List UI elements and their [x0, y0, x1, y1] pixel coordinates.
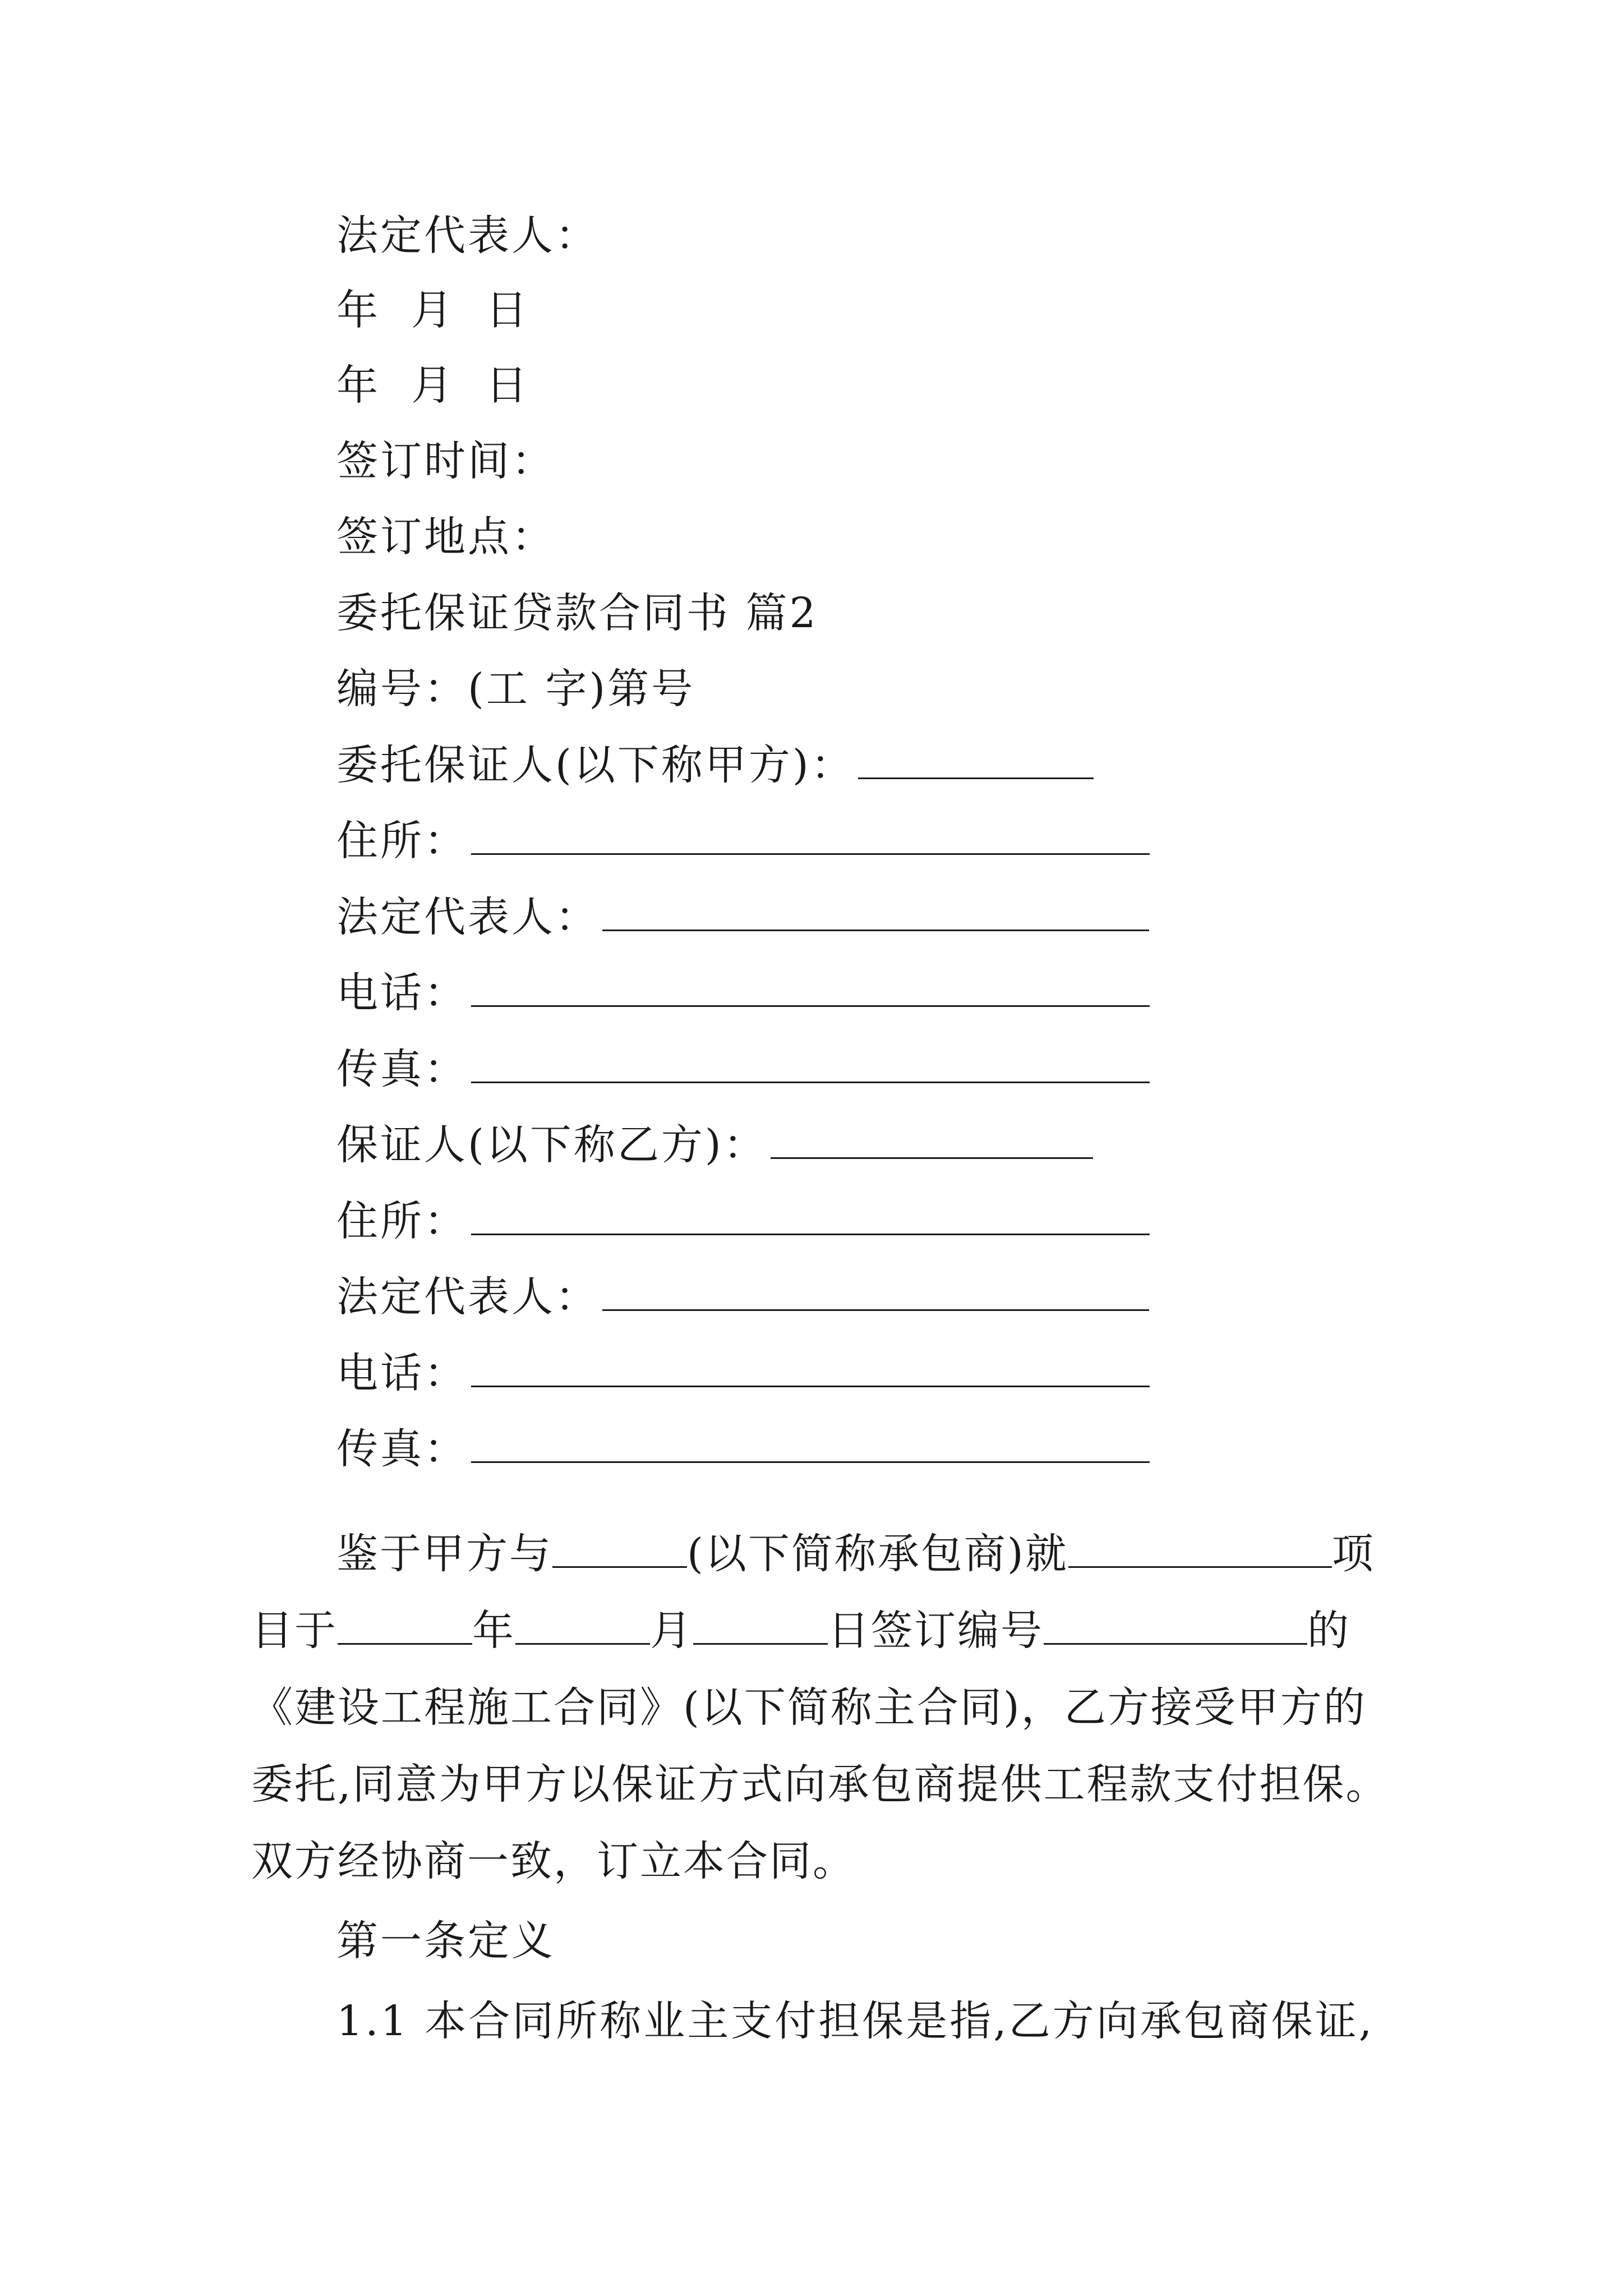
clause-text: 1.1 本合同所称业主支付担保是指,乙方向承包商保证,	[336, 1997, 1375, 2045]
label: 传真：	[336, 1045, 468, 1093]
label: 保证人(以下称乙方)：	[336, 1121, 767, 1169]
paragraph-row	[251, 1593, 1373, 1669]
paragraph-row	[251, 1516, 1373, 1593]
text: 委托,同意为甲方以保证方式向承包商提供工程款支付担保。	[251, 1760, 1389, 1809]
party-b-legal-rep-line	[336, 1269, 1149, 1325]
label: 法定代表人：	[336, 211, 599, 260]
fill-blank	[1068, 1529, 1332, 1568]
fill-blank	[602, 890, 1149, 931]
paragraph-row	[251, 1746, 1389, 1823]
text: (以下简称承包商)就	[687, 1530, 1068, 1578]
label: 委托保证人(以下称甲方)：	[336, 741, 855, 789]
fill-blank	[471, 814, 1150, 855]
party-b-fax-line	[336, 1421, 1150, 1477]
label: 传真：	[336, 1425, 468, 1473]
text: 年	[472, 1607, 515, 1655]
legal-representative-line	[336, 208, 599, 264]
label: 编号：(工 字)第号	[336, 665, 695, 713]
text: 目于	[251, 1607, 338, 1655]
label: 年 月 日	[336, 286, 530, 334]
fill-blank	[471, 966, 1150, 1007]
party-b-phone-line	[336, 1345, 1150, 1401]
party-a-fax-line	[336, 1041, 1150, 1097]
label: 法定代表人：	[336, 1273, 599, 1321]
text: 《建设工程施工合同》(以下简称主合同)，乙方接受甲方的	[251, 1683, 1367, 1732]
paragraph-row	[251, 1669, 1373, 1746]
party-a-legal-rep-line	[336, 889, 1149, 945]
fill-blank	[471, 1346, 1150, 1387]
party-a-address-line	[336, 813, 1150, 869]
text: 的	[1307, 1607, 1350, 1655]
fill-blank	[515, 1606, 650, 1645]
party-a-line	[336, 737, 1094, 793]
label: 电话：	[336, 969, 468, 1017]
label: 签订时间：	[336, 437, 555, 485]
title-text: 委托保证贷款合同书 篇2	[336, 589, 818, 637]
fill-blank	[602, 1270, 1149, 1311]
text: 项	[1331, 1530, 1375, 1578]
label: 电话：	[336, 1349, 468, 1397]
paragraph-row	[251, 1823, 1373, 1900]
date-line	[336, 282, 529, 338]
signing-time-line	[336, 433, 555, 489]
article-heading	[336, 1913, 555, 1969]
party-b-line	[336, 1117, 1093, 1173]
label: 年 月 日	[336, 361, 530, 409]
label: 法定代表人：	[336, 893, 599, 941]
date-line	[336, 357, 529, 413]
text: 日签订编号	[828, 1607, 1044, 1655]
fill-blank	[693, 1606, 828, 1645]
contract-number-line	[336, 661, 695, 717]
fill-blank	[471, 1042, 1150, 1083]
text: 双方经协商一致，订立本合同。	[251, 1837, 856, 1885]
heading-text: 第一条定义	[336, 1917, 555, 1965]
party-b-address-line	[336, 1193, 1150, 1249]
text: 鉴于甲方与	[336, 1530, 552, 1578]
fill-blank	[858, 738, 1094, 779]
label: 签订地点：	[336, 513, 555, 561]
clause-line	[336, 1993, 1374, 2049]
party-a-phone-line	[336, 965, 1150, 1021]
label: 住所：	[336, 1197, 468, 1245]
fill-blank	[471, 1422, 1150, 1463]
text: 月	[650, 1607, 693, 1655]
fill-blank	[1044, 1606, 1307, 1645]
recital-paragraph	[251, 1516, 1389, 1900]
fill-blank	[771, 1118, 1093, 1159]
section-title	[336, 585, 818, 641]
fill-blank	[552, 1529, 687, 1568]
fill-blank	[338, 1606, 472, 1645]
label: 住所：	[336, 817, 468, 865]
signing-place-line	[336, 509, 555, 565]
fill-blank	[471, 1194, 1150, 1235]
